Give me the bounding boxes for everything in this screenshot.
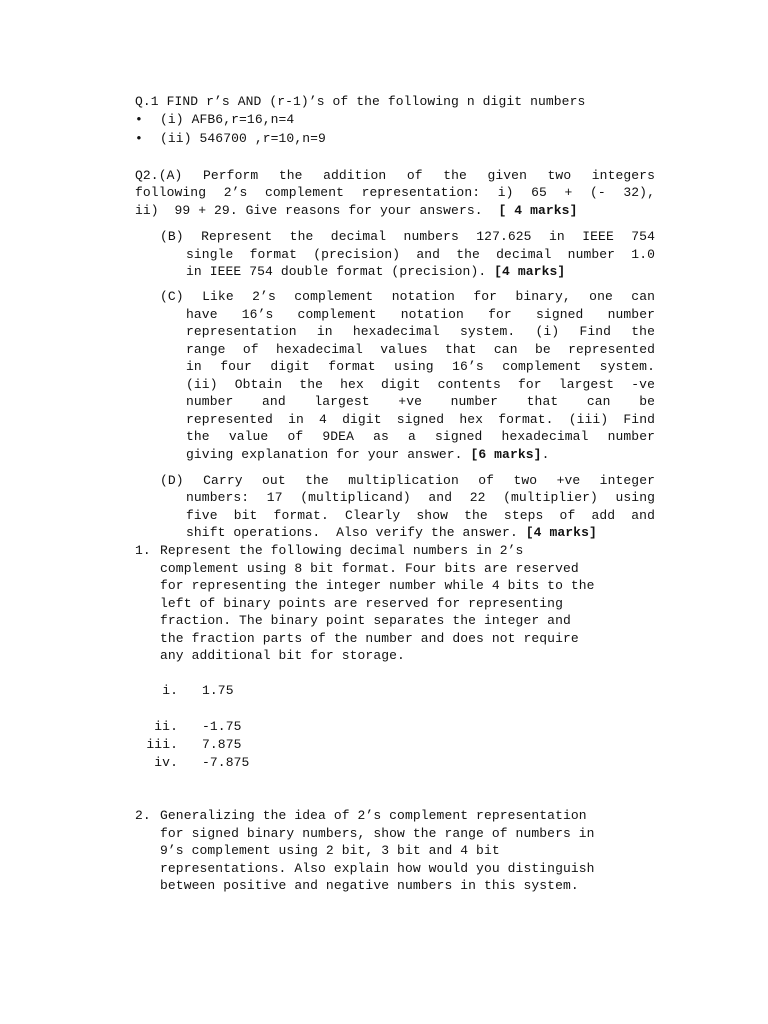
q2c-tail: . [541, 447, 550, 462]
q2d-line: (D) Carry out the multiplication of two +ve integer [160, 473, 655, 488]
q2b-marks: [4 marks] [494, 264, 566, 279]
q2c-line: the value of 9DEA as a signed hexadecimal number [186, 429, 655, 444]
q2a-line: following 2’s complement representation: i) 65 + (- 32), [135, 185, 655, 200]
p1-item-value: 1.75 [202, 683, 234, 698]
q2b-text: in IEEE 754 double format (precision). [186, 264, 495, 279]
q2a-last-line [135, 202, 577, 219]
p1-item-value: -7.875 [202, 755, 250, 770]
p1-line: complement using 8 bit format. Four bits are reserved [160, 561, 579, 576]
q1-item-1: (i) AFB6,r=16,n=4 [160, 112, 295, 127]
q2b-last-line [186, 263, 565, 280]
p1-line: Represent the following decimal numbers in 2’s [160, 543, 524, 558]
q2c-line: (C) Like 2’s complement notation for binary, one can [160, 289, 655, 304]
p1-item-number: i. [162, 683, 178, 698]
p2-line: Generalizing the idea of 2’s complement representation [160, 808, 587, 823]
q2c-line: range of hexadecimal values that can be represented [186, 342, 655, 357]
q2d-last-line [186, 524, 597, 541]
p1-item-number: iii. [146, 737, 178, 752]
p1-line: any additional bit for storage. [160, 648, 405, 663]
q2c-line: number and largest +ve number that can be [186, 394, 655, 409]
p1-line: fraction. The binary point separates the integer and [160, 613, 571, 628]
q2a-line: Q2.(A) Perform the addition of the given two integers [135, 168, 655, 183]
p1-line: left of binary points are reserved for representing [160, 596, 563, 611]
p1-item-value: -1.75 [202, 719, 242, 734]
q2c-text: giving explanation for your answer. [186, 447, 471, 462]
p2-line: 9’s complement using 2 bit, 3 bit and 4 bit [160, 843, 500, 858]
q2c-marks: [6 marks] [470, 447, 542, 462]
q2c-last-line [186, 446, 549, 463]
p2-line: representations. Also explain how would you distinguish [160, 861, 595, 876]
q2d-marks: [4 marks] [525, 525, 597, 540]
p2-line: between positive and negative numbers in this system. [160, 878, 579, 893]
p1-line: the fraction parts of the number and does not require [160, 631, 579, 646]
q2c-line: (ii) Obtain the hex digit contents for largest -ve [186, 377, 655, 392]
q2d-line: numbers: 17 (multiplicand) and 22 (multiplier) using [186, 490, 655, 505]
q2a-text: ii) 99 + 29. Give reasons for your answers. [135, 203, 499, 218]
q2c-line: in four digit format using 16’s complement system. [186, 359, 655, 374]
q2c-line: represented in 4 digit signed hex format. (iii) Find [186, 412, 655, 427]
q2b-line: (B) Represent the decimal numbers 127.625 in IEEE 754 [160, 229, 655, 244]
q2c-line: have 16’s complement notation for signed number [186, 307, 655, 322]
p1-line: for representing the integer number while 4 bits to the [160, 578, 595, 593]
q1-item-2: (ii) 546700 ,r=10,n=9 [160, 131, 326, 146]
p1-item-number: iv. [154, 755, 178, 770]
p2-number: 2. [135, 808, 151, 823]
bullet-icon: • [135, 131, 143, 146]
p1-item-number: ii. [154, 719, 178, 734]
p1-number: 1. [135, 543, 151, 558]
q2d-line: five bit format. Clearly show the steps of add and [186, 508, 655, 523]
q2a-marks: [ 4 marks] [498, 203, 578, 218]
p1-item-value: 7.875 [202, 737, 242, 752]
q2d-text: shift operations. Also verify the answer. [186, 525, 526, 540]
q1-heading: Q.1 FIND r’s AND (r-1)’s of the following n digit numbers [135, 94, 586, 109]
q2b-line: single format (precision) and the decimal number 1.0 [186, 247, 655, 262]
p2-line: for signed binary numbers, show the range of numbers in [160, 826, 595, 841]
q2c-line: representation in hexadecimal system. (i) Find the [186, 324, 655, 339]
bullet-icon: • [135, 112, 143, 127]
